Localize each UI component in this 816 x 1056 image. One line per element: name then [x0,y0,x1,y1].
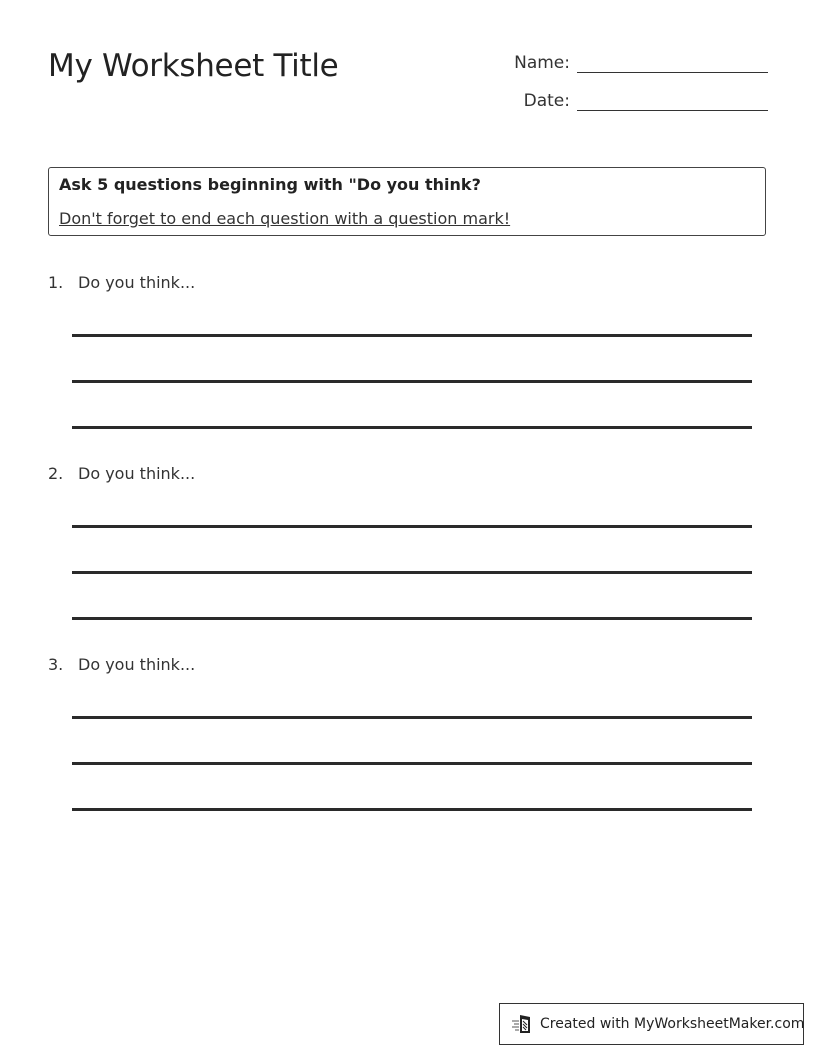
question-number: 2. [48,464,64,483]
footer-credit-text[interactable]: Created with MyWorksheetMaker.com [540,1016,805,1032]
instructions-title: Ask 5 questions beginning with "Do you think? [59,175,481,194]
date-input-line[interactable] [577,92,768,111]
name-input-line[interactable] [577,54,768,73]
question-prompt: Do you think... [78,464,196,483]
answer-line[interactable] [72,525,752,528]
answer-line[interactable] [72,571,752,574]
answer-line[interactable] [72,762,752,765]
question-number: 1. [48,273,64,292]
answer-line[interactable] [72,716,752,719]
date-field[interactable] [490,91,768,111]
name-field[interactable] [490,53,768,73]
answer-line[interactable] [72,334,752,337]
footer-credit-badge[interactable] [499,1003,804,1045]
question-number: 3. [48,655,64,674]
instructions-subtitle: Don't forget to end each question with a question mark! [59,209,511,228]
answer-line[interactable] [72,617,752,620]
answer-line[interactable] [72,380,752,383]
answer-line[interactable] [72,808,752,811]
worksheet-maker-logo-icon [511,1013,535,1035]
question-prompt: Do you think... [78,273,196,292]
date-label: Date: [523,91,570,111]
question-prompt: Do you think... [78,655,196,674]
answer-line[interactable] [72,426,752,429]
page-title: My Worksheet Title [48,48,339,84]
name-label: Name: [514,53,570,73]
instructions-box [48,167,766,236]
